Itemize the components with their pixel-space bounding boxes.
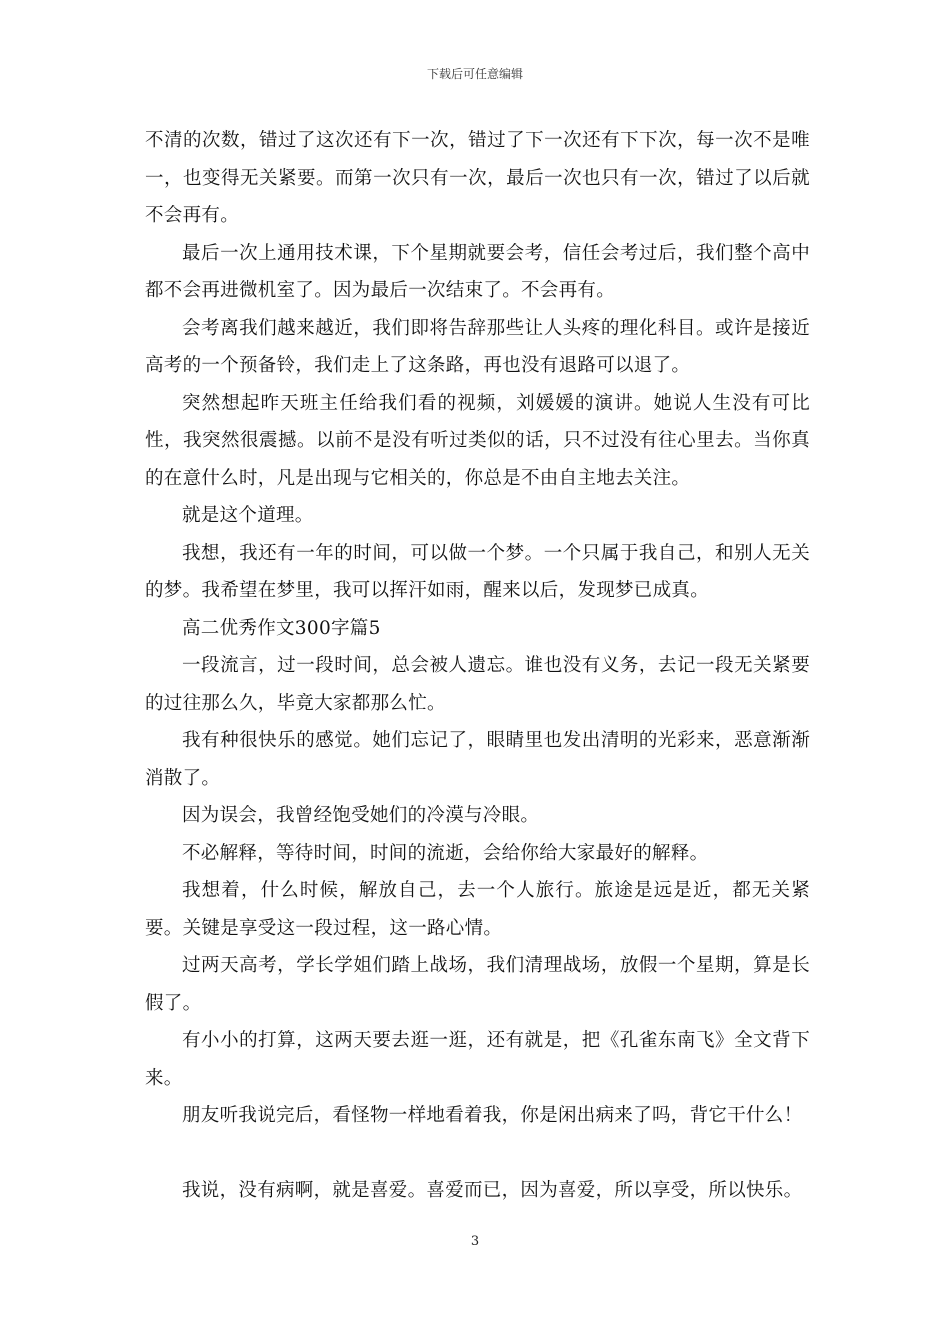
- paragraph-8: 一段流言，过一段时间，总会被人遗忘。谁也没有义务，去记一段无关紧要的过往那么久，毕竟大家都那么忙。: [145, 655, 810, 714]
- paragraph-2: 最后一次上通用技术课，下个星期就要会考，信任会考过后，我们整个高中都不会再进微机室了。因为最后一次结束了。不会再有。: [145, 242, 810, 301]
- paragraph-16: 我说，没有病啊，就是喜爱。喜爱而已，因为喜爱，所以享受，所以快乐。: [182, 1180, 803, 1201]
- paragraph-1: 不清的次数，错过了这次还有下一次，错过了下一次还有下下次，每一次不是唯一，也变得无关紧要。而第一次只有一次，最后一次也只有一次，错过了以后就不会再有。: [145, 130, 810, 226]
- paragraph-6: 我想，我还有一年的时间，可以做一个梦。一个只属于我自己，和别人无关的梦。我希望在梦里，我可以挥汗如雨，醒来以后，发现梦已成真。: [145, 542, 810, 601]
- page-header: 下载后可任意编辑: [426, 67, 523, 81]
- paragraph-3: 会考离我们越来越近，我们即将告辞那些让人头疼的理化科目。或许是接近高考的一个预备铃，我们走上了这条路，再也没有退路可以退了。: [145, 317, 810, 376]
- paragraph-15: 朋友听我说完后，看怪物一样地看着我，你是闲出病来了吗，背它干什么！: [182, 1105, 803, 1126]
- paragraph-4: 突然想起昨天班主任给我们看的视频，刘媛媛的演讲。她说人生没有可比性，我突然很震撼。以前不是没有听过类似的话，只不过没有往心里去。当你真的在意什么时，凡是出现与它相关的，你总是不由自主地去关注。: [145, 392, 810, 489]
- paragraph-12: 我想着，什么时候，解放自己，去一个人旅行。旅途是远是近，都无关紧要。关键是享受这一段过程，这一路心情。: [145, 880, 810, 939]
- paragraph-9: 我有种很快乐的感觉。她们忘记了，眼睛里也发出清明的光彩来，恶意渐渐消散了。: [145, 730, 810, 789]
- document-body: [145, 122, 810, 1210]
- paragraph-10: 因为误会，我曾经饱受她们的冷漠与冷眼。: [182, 805, 540, 826]
- page-number: 3: [470, 1234, 480, 1249]
- paragraph-14: 有小小的打算，这两天要去逛一逛，还有就是，把《孔雀东南飞》全文背下来。: [145, 1030, 810, 1089]
- paragraph-13: 过两天高考，学长学姐们踏上战场，我们清理战场，放假一个星期，算是长假了。: [145, 955, 810, 1014]
- paragraph-5: 就是这个道理。: [182, 505, 314, 526]
- section-heading: 高二优秀作文300字篇5: [182, 617, 381, 639]
- paragraph-11: 不必解释，等待时间，时间的流逝，会给你给大家最好的解释。: [182, 842, 709, 864]
